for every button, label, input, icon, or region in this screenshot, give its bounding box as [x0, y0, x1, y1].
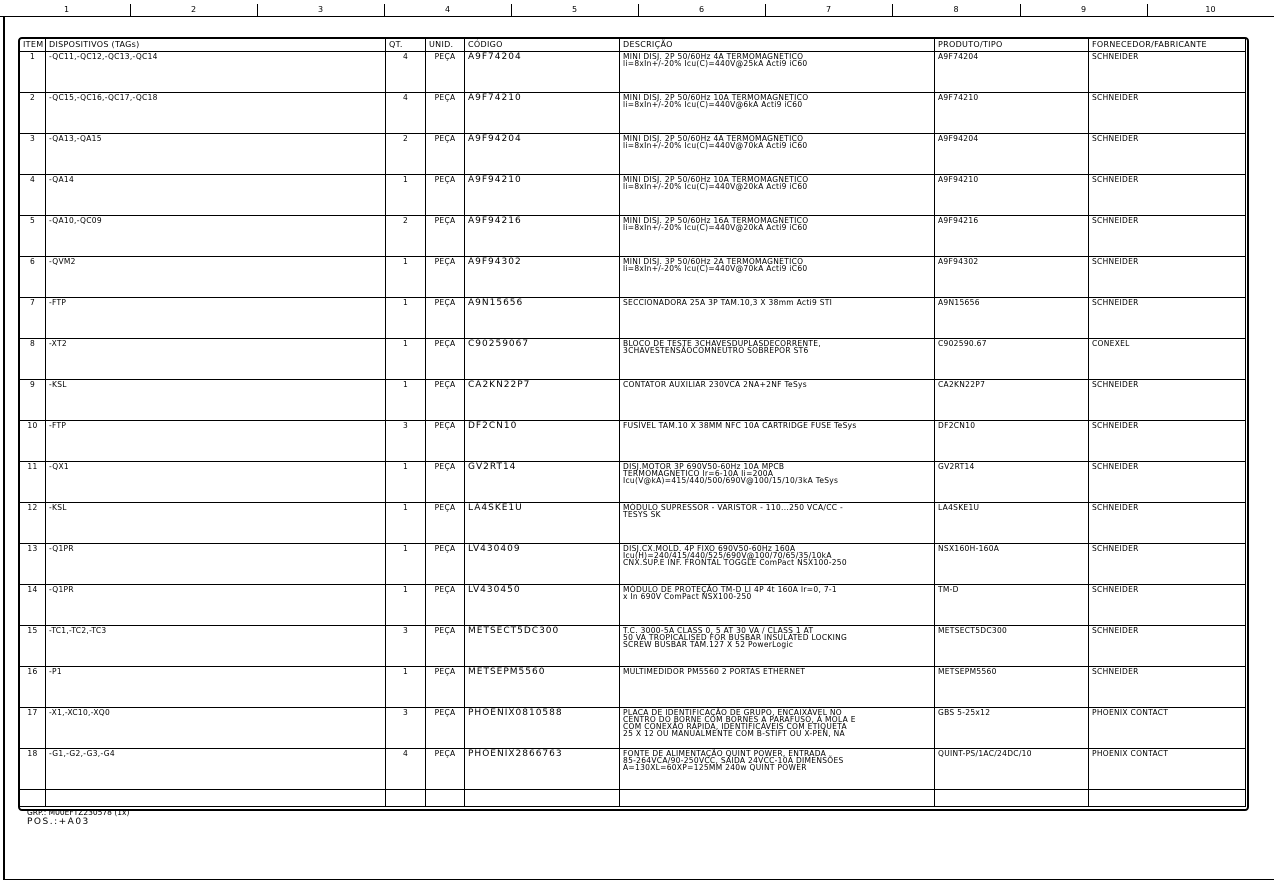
ruler-column-8: 8	[953, 5, 959, 14]
cell-fornecedor: SCHNEIDER	[1089, 585, 1246, 626]
cell-item: 7	[20, 298, 46, 339]
cell-unid: PEÇA	[426, 93, 465, 134]
cell-fornecedor: SCHNEIDER	[1089, 257, 1246, 298]
cell-produto: A9F94302	[935, 257, 1089, 298]
ruler-column-9: 9	[1080, 5, 1087, 14]
cell-qt: 4	[386, 93, 426, 134]
table-row	[20, 462, 1246, 503]
cell-codigo: LV430450	[465, 585, 620, 626]
cell-item: 18	[20, 749, 46, 790]
cell-unid: PEÇA	[426, 585, 465, 626]
cell-produto: GBS 5-25x12	[935, 708, 1089, 749]
cell-descricao: DISJ.MOTOR 3P 690V50-60Hz 10A MPCB TERMOMAGNETICO Ir=6-10A Ii=200A Icu(V@kA)=415/440/500/690V@100/15/10/3kA TeSys	[620, 462, 935, 503]
cell-codigo: PHOENIX0810588	[465, 708, 620, 749]
cell-item: 12	[20, 503, 46, 544]
cell-codigo: PHOENIX2866763	[465, 749, 620, 790]
header-item: ITEM	[20, 39, 46, 52]
cell-descricao: CONTATOR AUXILIAR 230VCA 2NA+2NF TeSys	[620, 380, 935, 421]
cell-fornecedor: SCHNEIDER	[1089, 93, 1246, 134]
cell-unid: PEÇA	[426, 339, 465, 380]
cell-produto: A9F94216	[935, 216, 1089, 257]
cell-unid: PEÇA	[426, 380, 465, 421]
cell-produto: METSEPM5560	[935, 667, 1089, 708]
cell-fornecedor: SCHNEIDER	[1089, 626, 1246, 667]
header-codigo: CÓDIGO	[465, 39, 620, 52]
table-row	[20, 585, 1246, 626]
cell-unid: PEÇA	[426, 462, 465, 503]
ruler-tick	[384, 4, 385, 16]
cell-produto: A9F74204	[935, 52, 1089, 93]
table-row	[20, 708, 1246, 749]
cell-tags: -QA10,-QC09	[46, 216, 386, 257]
group-label: GRP.: M00EFTZ230578 (1x)	[27, 808, 130, 817]
cell-qt: 1	[386, 585, 426, 626]
table-row	[20, 52, 1246, 93]
table-row	[20, 544, 1246, 585]
cell-descricao: DISJ.CX.MOLD. 4P FIXO 690V50-60Hz 160A Icu(H)=240/415/440/525/690V@100/70/65/35/10kA CNX.SUP.E INF. FRONTAL TOGGLE ComPact NSX100-250	[620, 544, 935, 585]
cell-fornecedor: SCHNEIDER	[1089, 667, 1246, 708]
cell-item: 3	[20, 134, 46, 175]
cell-codigo: LV430409	[465, 544, 620, 585]
cell-produto: DF2CN10	[935, 421, 1089, 462]
cell-qt: 4	[386, 749, 426, 790]
ruler-column-10: 10	[1205, 5, 1216, 14]
cell-tags: -KSL	[46, 380, 386, 421]
empty-cell	[426, 790, 465, 807]
cell-item: 4	[20, 175, 46, 216]
cell-unid: PEÇA	[426, 708, 465, 749]
cell-qt: 4	[386, 52, 426, 93]
cell-descricao: MINI DISJ. 2P 50/60Hz 10A TERMOMAGNETICO li=8xIn+/-20% Icu(C)=440V@6kA Acti9 iC60	[620, 93, 935, 134]
table-row	[20, 216, 1246, 257]
ruler-tick	[257, 4, 258, 16]
cell-produto: A9F94204	[935, 134, 1089, 175]
cell-qt: 1	[386, 462, 426, 503]
ruler-tick	[130, 4, 131, 16]
empty-cell	[46, 790, 386, 807]
cell-produto: NSX160H-160A	[935, 544, 1089, 585]
cell-tags: -QC15,-QC16,-QC17,-QC18	[46, 93, 386, 134]
cell-codigo: A9F74210	[465, 93, 620, 134]
cell-fornecedor: PHOENIX CONTACT	[1089, 749, 1246, 790]
cell-fornecedor: SCHNEIDER	[1089, 134, 1246, 175]
cell-codigo: DF2CN10	[465, 421, 620, 462]
cell-produto: LA4SKE1U	[935, 503, 1089, 544]
table-row	[20, 175, 1246, 216]
cell-item: 5	[20, 216, 46, 257]
cell-qt: 2	[386, 134, 426, 175]
cell-codigo: A9F94204	[465, 134, 620, 175]
ruler-tick	[892, 4, 893, 16]
cell-item: 2	[20, 93, 46, 134]
cell-descricao: MINI DISJ. 2P 50/60Hz 4A TERMOMAGNETICO li=8xIn+/-20% Icu(C)=440V@25kA Acti9 iC60	[620, 52, 935, 93]
cell-qt: 1	[386, 503, 426, 544]
cell-fornecedor: SCHNEIDER	[1089, 462, 1246, 503]
cell-codigo: METSEPM5560	[465, 667, 620, 708]
cell-tags: -TC1,-TC2,-TC3	[46, 626, 386, 667]
table-row	[20, 93, 1246, 134]
cell-tags: -G1,-G2,-G3,-G4	[46, 749, 386, 790]
table-row	[20, 134, 1246, 175]
cell-codigo: METSECT5DC300	[465, 626, 620, 667]
cell-item: 13	[20, 544, 46, 585]
cell-tags: -FTP	[46, 298, 386, 339]
cell-qt: 1	[386, 667, 426, 708]
cell-fornecedor: SCHNEIDER	[1089, 380, 1246, 421]
cell-produto: CA2KN22P7	[935, 380, 1089, 421]
cell-fornecedor: PHOENIX CONTACT	[1089, 708, 1246, 749]
cell-item: 1	[20, 52, 46, 93]
table-row	[20, 503, 1246, 544]
cell-unid: PEÇA	[426, 257, 465, 298]
cell-produto: METSECT5DC300	[935, 626, 1089, 667]
cell-codigo: A9F94302	[465, 257, 620, 298]
table-row	[20, 298, 1246, 339]
cell-unid: PEÇA	[426, 749, 465, 790]
cell-item: 16	[20, 667, 46, 708]
cell-qt: 1	[386, 175, 426, 216]
cell-descricao: MÓDULO DE PROTEÇÃO TM-D LI 4P 4t 160A Ir=0, 7-1 x In 690V ComPact NSX100-250	[620, 585, 935, 626]
cell-codigo: LA4SKE1U	[465, 503, 620, 544]
empty-cell	[620, 790, 935, 807]
cell-fornecedor: CONEXEL	[1089, 339, 1246, 380]
table-row	[20, 626, 1246, 667]
ruler-column-4: 4	[444, 5, 451, 14]
empty-cell	[20, 790, 46, 807]
cell-fornecedor: SCHNEIDER	[1089, 503, 1246, 544]
bill-of-materials-table	[19, 38, 1246, 807]
ruler-tick	[1020, 4, 1021, 16]
cell-qt: 3	[386, 708, 426, 749]
cell-produto: TM-D	[935, 585, 1089, 626]
cell-unid: PEÇA	[426, 216, 465, 257]
cell-produto: GV2RT14	[935, 462, 1089, 503]
cell-tags: -QA13,-QA15	[46, 134, 386, 175]
position-label: POS.:+A03	[27, 817, 90, 827]
cell-item: 17	[20, 708, 46, 749]
cell-fornecedor: SCHNEIDER	[1089, 298, 1246, 339]
ruler-column-1: 1	[63, 5, 70, 14]
header-tags: DISPOSITIVOS (TAGs)	[46, 39, 386, 52]
cell-tags: -X1,-XC10,-XQ0	[46, 708, 386, 749]
cell-tags: -KSL	[46, 503, 386, 544]
header-qt: QT.	[386, 39, 426, 52]
ruler-column-5: 5	[571, 5, 578, 14]
empty-cell	[1089, 790, 1246, 807]
cell-tags: -P1	[46, 667, 386, 708]
cell-item: 8	[20, 339, 46, 380]
cell-tags: -Q1PR	[46, 544, 386, 585]
cell-descricao: FUSÍVEL TAM.10 X 38MM NFC 10A CARTRIDGE FUSE TeSys	[620, 421, 935, 462]
cell-qt: 1	[386, 257, 426, 298]
cell-descricao: MÓDULO SUPRESSOR - VARISTOR - 110...250 VCA/CC - TESYS SK	[620, 503, 935, 544]
cell-tags: -Q1PR	[46, 585, 386, 626]
cell-descricao: MINI DISJ. 2P 50/60Hz 16A TERMOMAGNETICO li=8xIn+/-20% Icu(C)=440V@20kA Acti9 iC60	[620, 216, 935, 257]
cell-codigo: A9F74204	[465, 52, 620, 93]
table-row	[20, 749, 1246, 790]
empty-cell	[465, 790, 620, 807]
header-produto: PRODUTO/TIPO	[935, 39, 1089, 52]
cell-codigo: CA2KN22P7	[465, 380, 620, 421]
ruler-tick	[511, 4, 512, 16]
cell-unid: PEÇA	[426, 134, 465, 175]
table-row	[20, 257, 1246, 298]
cell-item: 15	[20, 626, 46, 667]
cell-unid: PEÇA	[426, 667, 465, 708]
header-fornecedor: FORNECEDOR/FABRICANTE	[1089, 39, 1246, 52]
column-ruler	[0, 0, 1274, 17]
ruler-column-2: 2	[190, 5, 197, 14]
cell-fornecedor: SCHNEIDER	[1089, 175, 1246, 216]
cell-codigo: A9F94210	[465, 175, 620, 216]
cell-unid: PEÇA	[426, 298, 465, 339]
cell-unid: PEÇA	[426, 175, 465, 216]
table-header-row	[20, 39, 1246, 52]
cell-item: 9	[20, 380, 46, 421]
cell-produto: QUINT-PS/1AC/24DC/10	[935, 749, 1089, 790]
empty-cell	[386, 790, 426, 807]
cell-qt: 1	[386, 339, 426, 380]
cell-descricao: MINI DISJ. 3P 50/60Hz 2A TERMOMAGNETICO li=8xIn+/-20% Icu(C)=440V@70kA Acti9 iC60	[620, 257, 935, 298]
cell-tags: -QC11,-QC12,-QC13,-QC14	[46, 52, 386, 93]
ruler-column-6: 6	[698, 5, 705, 14]
cell-tags: -FTP	[46, 421, 386, 462]
table-row	[20, 667, 1246, 708]
cell-tags: -QA14	[46, 175, 386, 216]
cell-unid: PEÇA	[426, 52, 465, 93]
cell-produto: C902590.67	[935, 339, 1089, 380]
ruler-tick	[1147, 4, 1148, 16]
cell-descricao: BLOCO DE TESTE 3CHAVESDUPLASDECORRENTE, 3CHAVESTENSÃOCOMNEUTRO SOBREPOR ST6	[620, 339, 935, 380]
cell-qt: 3	[386, 626, 426, 667]
header-unid: UNID.	[426, 39, 465, 52]
cell-descricao: T.C. 3000-5A CLASS 0, 5 AT 30 VA / CLASS 1 AT 50 VA TROPICALISED FOR BUSBAR INSULATED LOCKING SCREW BUSBAR TAM.127 X 52 PowerLogic	[620, 626, 935, 667]
ruler-tick	[638, 4, 639, 16]
cell-fornecedor: SCHNEIDER	[1089, 216, 1246, 257]
cell-descricao: MINI DISJ. 2P 50/60Hz 4A TERMOMAGNETICO li=8xIn+/-20% Icu(C)=440V@70kA Acti9 iC60	[620, 134, 935, 175]
header-descricao: DESCRIÇÃO	[620, 39, 935, 52]
cell-descricao: MULTIMEDIDOR PM5560 2 PORTAS ETHERNET	[620, 667, 935, 708]
empty-row	[20, 790, 1246, 807]
cell-descricao: MINI DISJ. 2P 50/60Hz 10A TERMOMAGNETICO li=8xIn+/-20% Icu(C)=440V@20kA Acti9 iC60	[620, 175, 935, 216]
table-row	[20, 421, 1246, 462]
cell-codigo: GV2RT14	[465, 462, 620, 503]
cell-codigo: A9F94216	[465, 216, 620, 257]
cell-unid: PEÇA	[426, 626, 465, 667]
table-row	[20, 339, 1246, 380]
table-row	[20, 380, 1246, 421]
cell-descricao: FONTE DE ALIMENTAÇÃO QUINT POWER, ENTRADA 85-264VCA/90-250VCC, SAIDA 24VCC-10A DIMENSÕES A=130XL=60XP=125MM 240w QUINT POWER	[620, 749, 935, 790]
cell-descricao: SECCIONADORA 25A 3P TAM.10,3 X 38mm Acti9 STI	[620, 298, 935, 339]
cell-produto: A9N15656	[935, 298, 1089, 339]
cell-produto: A9F94210	[935, 175, 1089, 216]
cell-descricao: PLACA DE IDENTIFICAÇÃO DE GRUPO, ENCAIXÁVEL NO CENTRO DO BORNE COM BORNES A PARAFUSO, À MOLA E COM CONEXÃO RÁPIDA, IDENTIFICÁVEIS COM ETIQUETA 25 X 12 OU MANUALMENTE COM B-STIFT OU X-PEN, NA	[620, 708, 935, 749]
cell-item: 11	[20, 462, 46, 503]
cell-fornecedor: SCHNEIDER	[1089, 52, 1246, 93]
cell-qt: 3	[386, 421, 426, 462]
cell-qt: 2	[386, 216, 426, 257]
ruler-column-7: 7	[825, 5, 832, 14]
cell-unid: PEÇA	[426, 503, 465, 544]
cell-produto: A9F74210	[935, 93, 1089, 134]
cell-codigo: A9N15656	[465, 298, 620, 339]
cell-fornecedor: SCHNEIDER	[1089, 421, 1246, 462]
cell-qt: 1	[386, 380, 426, 421]
cell-unid: PEÇA	[426, 421, 465, 462]
cell-qt: 1	[386, 298, 426, 339]
cell-tags: -QX1	[46, 462, 386, 503]
cell-tags: -QVM2	[46, 257, 386, 298]
ruler-tick	[765, 4, 766, 16]
cell-unid: PEÇA	[426, 544, 465, 585]
cell-item: 6	[20, 257, 46, 298]
cell-codigo: C90259067	[465, 339, 620, 380]
cell-qt: 1	[386, 544, 426, 585]
cell-item: 14	[20, 585, 46, 626]
cell-item: 10	[20, 421, 46, 462]
ruler-column-3: 3	[317, 5, 324, 14]
empty-cell	[935, 790, 1089, 807]
cell-tags: -XT2	[46, 339, 386, 380]
cell-fornecedor: SCHNEIDER	[1089, 544, 1246, 585]
